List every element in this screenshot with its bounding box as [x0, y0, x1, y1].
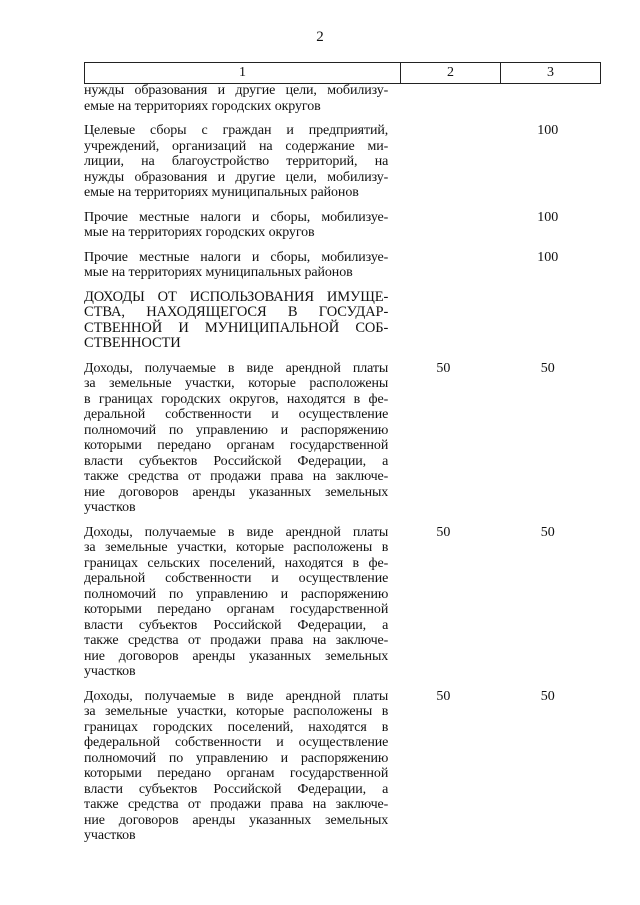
text-line: границах сельских поселений, находятся в фе- — [84, 555, 389, 571]
section-heading — [84, 290, 388, 352]
row-description — [84, 83, 388, 114]
text-line: полномочий по управлению и распоряжению — [84, 750, 389, 766]
text-line: которыми передано органам государственной — [84, 766, 389, 781]
table-row — [84, 250, 600, 281]
table-row — [84, 123, 600, 201]
text-line: СТВЕННОЙ И МУНИЦИПАЛЬНОЙ СОБ- — [84, 319, 389, 336]
text-line: деральной собственности и осуществление — [84, 407, 389, 422]
table-row-continuation — [84, 83, 600, 114]
section-heading-row — [84, 290, 600, 352]
text-line: также средства от продажи права на заключе- — [84, 633, 389, 648]
table-row — [84, 361, 600, 516]
text-line: емые на территориях городских округов — [84, 98, 321, 114]
column-header-3: 3 — [501, 63, 601, 84]
row-value-col2: 50 — [436, 524, 451, 540]
text-line: которыми передано органам государственной — [84, 602, 389, 617]
text-line: за земельные участки, которые расположены в — [84, 704, 389, 719]
text-line: участков — [84, 664, 136, 679]
row-value-col3: 100 — [537, 209, 559, 225]
text-line: полномочий по управлению и распоряжению — [84, 422, 389, 438]
text-line: власти субъектов Российской Федерации, а — [84, 781, 389, 797]
text-line: Целевые сборы с граждан и предприятий, — [84, 123, 389, 138]
column-header-table — [84, 62, 601, 84]
text-line: СТВА, НАХОДЯЩЕГОСЯ В ГОСУДАР- — [84, 304, 389, 320]
page-number: 2 — [316, 29, 324, 45]
text-line: учреждений, организаций на содержание ми- — [84, 138, 389, 154]
text-line: власти субъектов Российской Федерации, а — [84, 453, 389, 469]
text-line: также средства от продажи права на заключе- — [84, 797, 389, 812]
text-line: ние договоров аренды указанных земельных — [84, 648, 389, 664]
table-body — [84, 84, 600, 853]
row-value-col3: 50 — [540, 688, 555, 704]
row-value-col2: 50 — [436, 688, 451, 704]
text-line: участков — [84, 828, 136, 843]
text-line: СТВЕННОСТИ — [84, 335, 181, 351]
row-description — [84, 123, 388, 201]
text-line: ние договоров аренды указанных земельных — [84, 484, 389, 500]
text-line: емые на территориях муниципальных районов — [84, 185, 359, 200]
text-line: также средства от продажи права на заключе- — [84, 469, 389, 484]
row-description — [84, 361, 388, 516]
text-line: Прочие местные налоги и сборы, мобилизуе- — [84, 209, 389, 225]
text-line: мые на территориях городских округов — [84, 225, 315, 240]
text-line: мые на территориях муниципальных районов — [84, 265, 353, 280]
text-line: в границах городских округов, находятся в фе- — [84, 391, 389, 407]
text-line: федеральной собственности и осуществление — [84, 735, 389, 750]
text-line: ДОХОДЫ ОТ ИСПОЛЬЗОВАНИЯ ИМУЩЕ- — [84, 288, 389, 305]
row-value-col3: 100 — [537, 249, 559, 265]
text-line: власти субъектов Российской Федерации, а — [84, 617, 389, 633]
column-header-row — [85, 63, 601, 84]
row-value-col3: 50 — [540, 360, 555, 376]
column-header-1: 1 — [85, 63, 401, 84]
text-line: Доходы, получаемые в виде арендной платы — [84, 360, 389, 376]
text-line: нужды образования и другие цели, мобилизу- — [84, 83, 389, 98]
text-line: нужды образования и другие цели, мобилизу- — [84, 169, 389, 185]
text-line: за земельные участки, которые расположены в — [84, 540, 389, 555]
text-line: Доходы, получаемые в виде арендной платы — [84, 524, 389, 540]
row-value-col3: 100 — [537, 123, 559, 138]
table-row — [84, 525, 600, 680]
row-description — [84, 689, 388, 844]
text-line: лиции, на благоустройство территорий, на — [84, 154, 389, 169]
text-line: участков — [84, 500, 136, 515]
column-header-2: 2 — [401, 63, 501, 84]
text-line: деральной собственности и осуществление — [84, 571, 389, 586]
row-description — [84, 250, 388, 281]
table-row — [84, 210, 600, 241]
table-row — [84, 689, 600, 844]
row-description — [84, 210, 388, 241]
text-line: ние договоров аренды указанных земельных — [84, 812, 389, 828]
text-line: которыми передано органам государственной — [84, 438, 389, 453]
text-line: Доходы, получаемые в виде арендной платы — [84, 688, 389, 704]
text-line: за земельные участки, которые расположены — [84, 376, 389, 391]
row-value-col3: 50 — [540, 524, 555, 540]
text-line: полномочий по управлению и распоряжению — [84, 586, 389, 602]
row-description — [84, 525, 388, 680]
row-value-col2: 50 — [436, 360, 451, 376]
text-line: границах городских поселений, находятся в — [84, 719, 389, 735]
text-line: Прочие местные налоги и сборы, мобилизуе- — [84, 249, 389, 265]
